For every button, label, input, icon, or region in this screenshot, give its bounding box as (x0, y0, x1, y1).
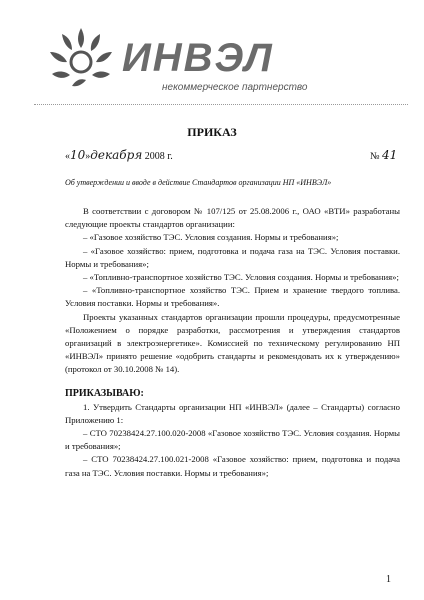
list-item: – СТО 70238424.27.100.021-2008 «Газовое хозяйство: прием, подготовка и подача газа на ТЭС. Условия поставки. Нормы и требования»; (65, 454, 400, 478)
paragraph-procedure: Проекты указанных стандартов организации прошли процедуры, предусмотренные «Положением о порядке разработки, рассмотрения и утверждения стандартов организаций в электроэнергетике». Комиссией по техническому регулированию НП «ИНВЭЛ» принято решение «одобрить стандарты и рекомендовать их к утверждению» (протокол от 30.10.2008 № 14). (65, 311, 400, 375)
order-number (370, 149, 397, 163)
list-item: – СТО 70238424.27.100.020-2008 «Газовое хозяйство ТЭС. Условия создания. Нормы и требования»; (65, 428, 400, 452)
date-close-quote: » (85, 151, 91, 162)
date-year: 2008 г. (142, 151, 173, 162)
date-open-quote: « (65, 151, 70, 162)
document-title: ПРИКАЗ (187, 125, 237, 139)
header-divider (34, 104, 408, 105)
number-label: № (370, 151, 380, 162)
brand-name: ИНВЭЛ (122, 36, 274, 80)
list-item: – «Топливно-транспортное хозяйство ТЭС. Прием и хранение твердого топлива. Условия поставки. Нормы и требования». (65, 285, 400, 309)
document-body (65, 205, 400, 480)
list-item: – «Газовое хозяйство ТЭС. Условия создания. Нормы и требования»; (83, 232, 339, 243)
order-date (65, 149, 173, 163)
list-item: – «Газовое хозяйство: прием, подготовка и подача газа на ТЭС. Условия поставки. Нормы и требования»; (65, 245, 400, 269)
logo (42, 20, 362, 100)
order-item: 1. Утвердить Стандарты организации НП «ИНВЭЛ» (далее – Стандарты) согласно Приложению 1: (65, 401, 400, 425)
date-day: 10 (70, 148, 86, 162)
sun-logo-icon (42, 20, 120, 98)
page-number: 1 (386, 574, 391, 585)
order-subject: Об утверждении и вводе в действие Стандартов организации НП «ИНВЭЛ» (65, 178, 332, 187)
list-item: – «Топливно-транспортное хозяйство ТЭС. Условия создания. Нормы и требования»; (83, 272, 399, 283)
spacer (65, 377, 400, 387)
number-value: 41 (382, 148, 398, 162)
paragraph-intro: В соответствии с договором № 107/125 от 25.08.2006 г., ОАО «ВТИ» разработаны следующие проекты стандартов организации: (65, 206, 400, 230)
date-month: декабря (90, 148, 143, 162)
brand-tagline: некоммерческое партнерство (162, 82, 308, 93)
order-heading: ПРИКАЗЫВАЮ: (65, 387, 144, 399)
